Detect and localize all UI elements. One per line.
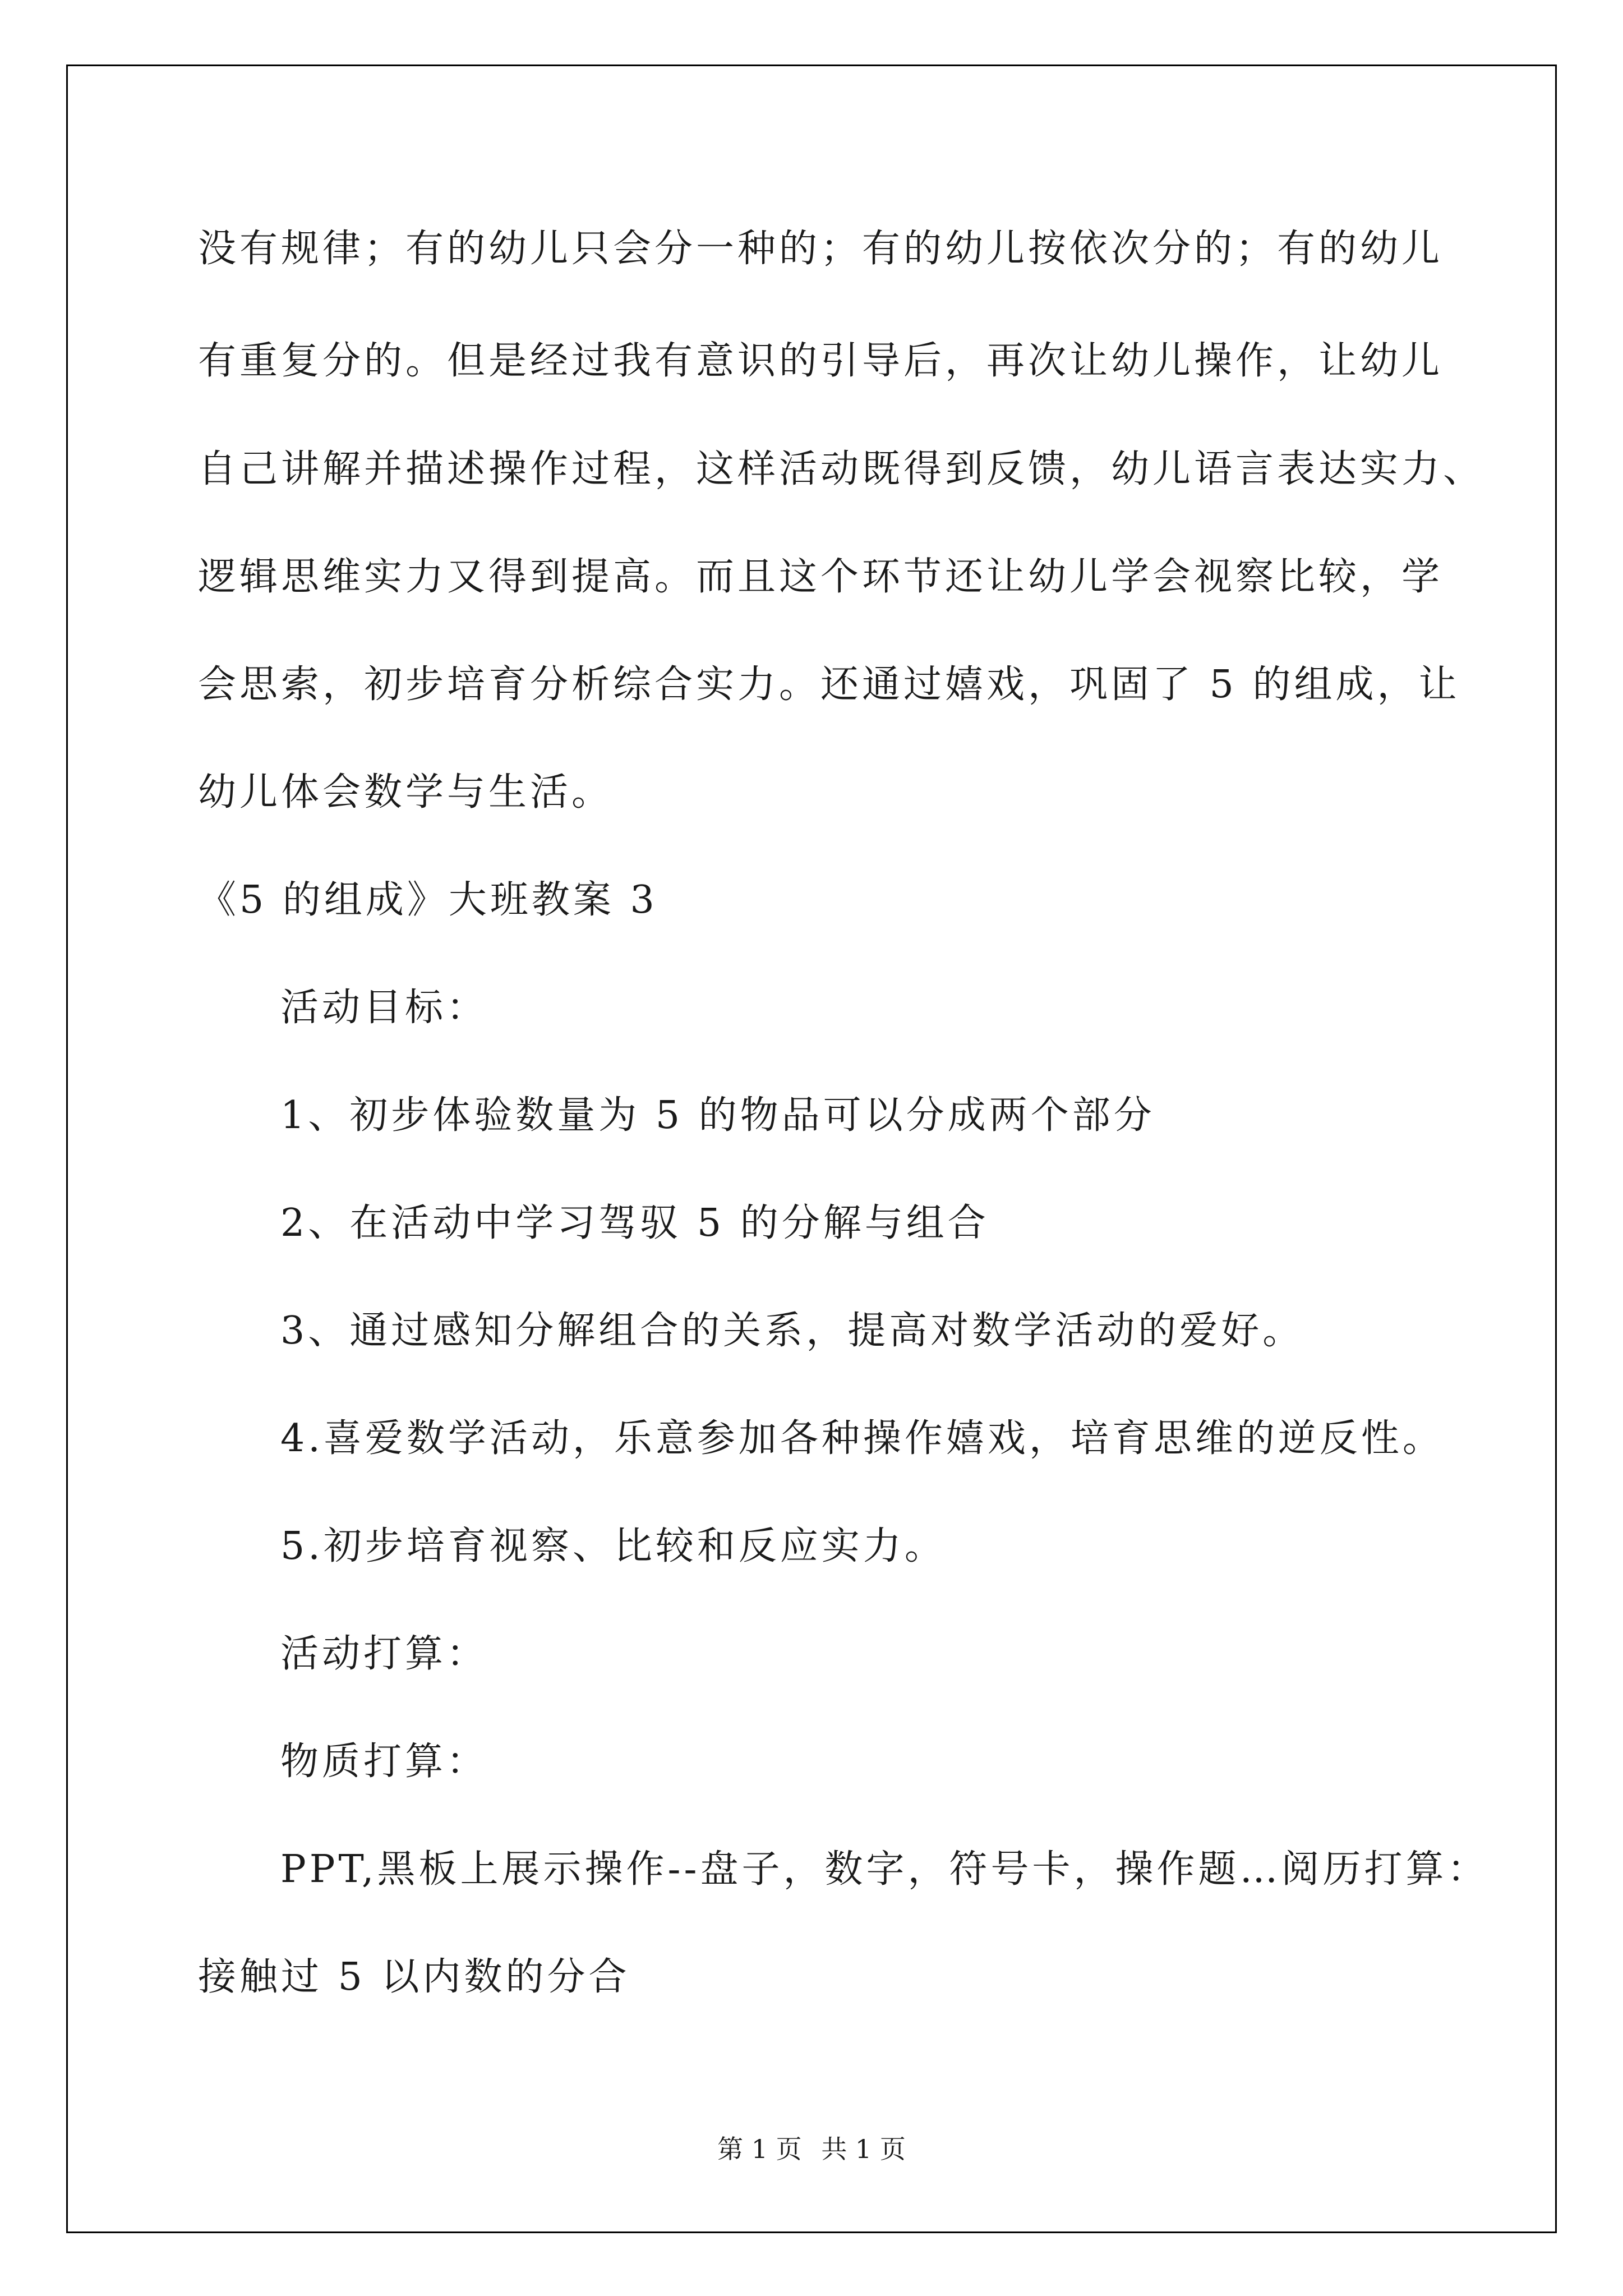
paragraph-line-6: 幼儿体会数学与生活。 xyxy=(198,770,614,815)
page-number: 第 1 页 xyxy=(717,2134,802,2164)
preparation-detail-line-2: 接触过 5 以内数的分合 xyxy=(198,1955,630,1999)
page-border xyxy=(66,65,1557,2233)
objective-item-3: 3、通过感知分解组合的关系，提高对数学活动的爱好。 xyxy=(280,1309,1304,1353)
preparation-detail-line-1: PPT,黑板上展示操作--盘子，数字，符号卡，操作题…阅历打算： xyxy=(280,1847,1489,1892)
preparation-heading: 活动打算： xyxy=(280,1632,488,1676)
objective-item-1: 1、初步体验数量为 5 的物品可以分成两个部分 xyxy=(280,1093,1155,1138)
paragraph-line-3: 自己讲解并描述操作过程，这样活动既得到反馈，幼儿语言表达实力、 xyxy=(198,447,1485,491)
page-total: 共 1 页 xyxy=(821,2134,906,2164)
page-footer xyxy=(0,2136,1623,2162)
paragraph-line-4: 逻辑思维实力又得到提高。而且这个环节还让幼儿学会视察比较，学 xyxy=(198,555,1444,599)
objective-item-4: 4.喜爱数学活动，乐意参加各种操作嬉戏，培育思维的逆反性。 xyxy=(280,1416,1444,1461)
objective-item-5: 5.初步培育视察、比较和反应实力。 xyxy=(280,1524,946,1568)
paragraph-line-2: 有重复分的。但是经过我有意识的引导后，再次让幼儿操作，让幼儿 xyxy=(198,339,1444,383)
objectives-heading: 活动目标： xyxy=(280,986,488,1030)
paragraph-line-5: 会思索，初步培育分析综合实力。还通过嬉戏，巩固了 5 的组成，让 xyxy=(198,662,1460,707)
material-preparation-heading: 物质打算： xyxy=(280,1740,488,1784)
paragraph-line-1: 没有规律；有的幼儿只会分一种的；有的幼儿按依次分的；有的幼儿 xyxy=(198,227,1444,271)
objective-item-2: 2、在活动中学习驾驭 5 的分解与组合 xyxy=(280,1201,989,1245)
section-heading: 《5 的组成》大班教案 3 xyxy=(198,878,658,922)
